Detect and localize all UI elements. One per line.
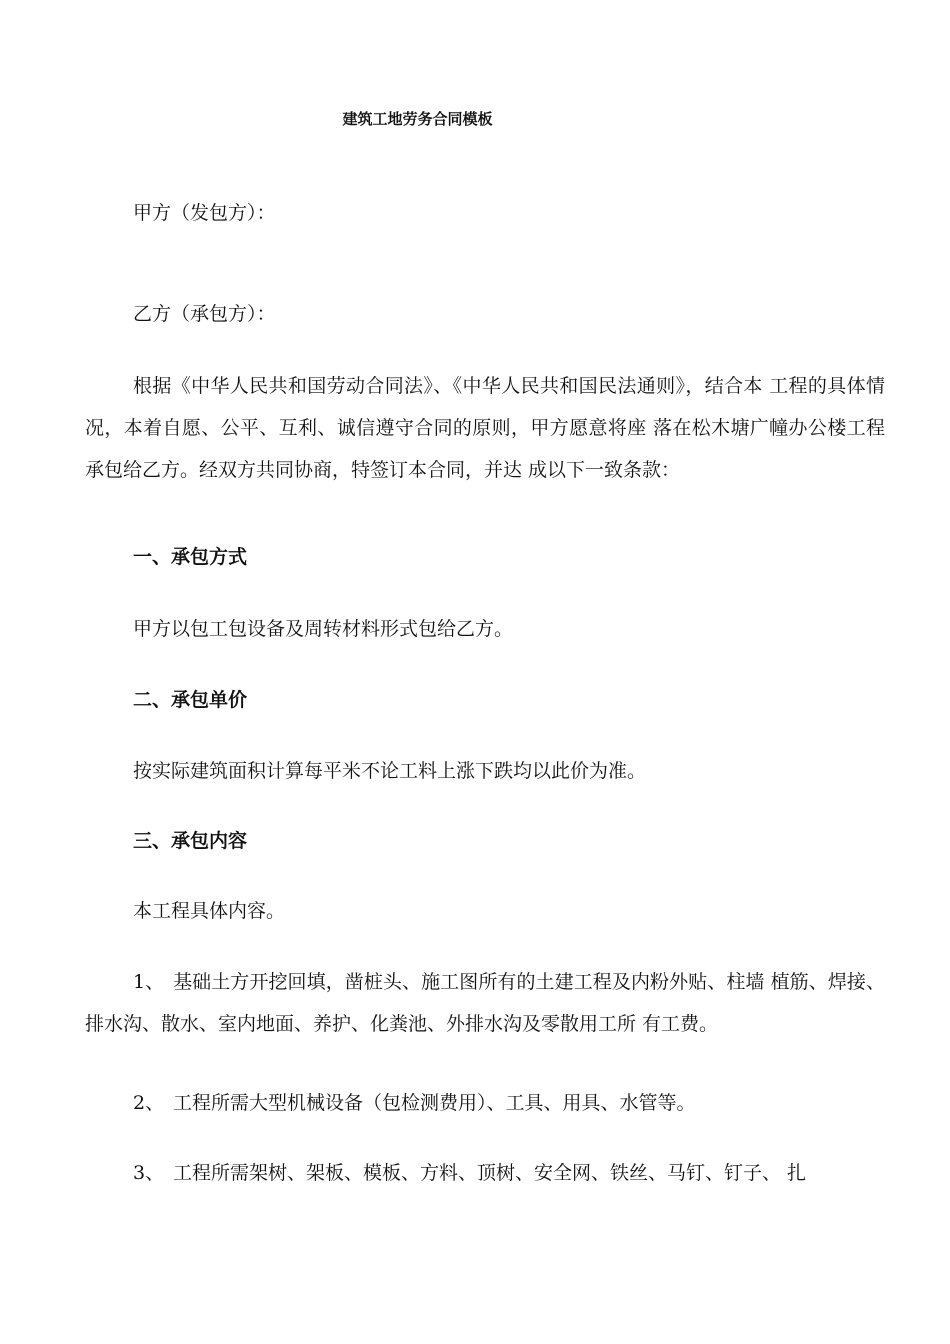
party-b-label: 乙方（承包方）： — [133, 303, 276, 325]
section-heading-2: 二、承包单价 — [133, 689, 248, 711]
list-item-text: 工程所需大型机械设备（包检测费用）、工具、用具、水管等。 — [173, 1092, 696, 1114]
section-heading-3: 三、承包内容 — [133, 830, 248, 852]
list-item-number: 2、 — [133, 1092, 165, 1114]
list-item-text: 基础土方开挖回填，凿桩头、施工图所有的土建工程及内粉外贴、柱墙 植筋、焊接、排水沟、散水、室内地面、养护、化粪池、外排水沟及零散用工所 有工费。 — [85, 971, 885, 1035]
section-body-1: 甲方以包工包设备及周转材料形式包给乙方。 — [133, 618, 514, 640]
section-heading-1: 一、承包方式 — [133, 546, 248, 568]
list-item-1 — [85, 961, 885, 1045]
list-item-3 — [85, 1152, 885, 1194]
section-body-2: 按实际建筑面积计算每平米不论工料上涨下跌均以此价为准。 — [133, 760, 647, 782]
section-body-3: 本工程具体内容。 — [133, 900, 286, 922]
list-item-2 — [85, 1082, 885, 1124]
preamble-paragraph: 根据《中华人民共和国劳动合同法》、《中华人民共和国民法通则》，结合本 工程的具体情况，本着自愿、公平、互利、诚信遵守合同的原则，甲方愿意将座 落在松木塘广幢办公楼工程承包给乙方。经双方共同协商，特签订本合同，并达 成以下一致条款： — [85, 375, 885, 481]
document-title: 建筑工地劳务合同模板 — [342, 110, 493, 128]
party-a-label: 甲方（发包方）： — [133, 202, 276, 224]
list-item-text: 工程所需架树、架板、模板、方料、顶树、安全网、铁丝、马钉、钉子、 扎 — [173, 1162, 807, 1184]
list-item-number: 3、 — [133, 1162, 165, 1184]
list-item-number: 1、 — [133, 971, 165, 993]
